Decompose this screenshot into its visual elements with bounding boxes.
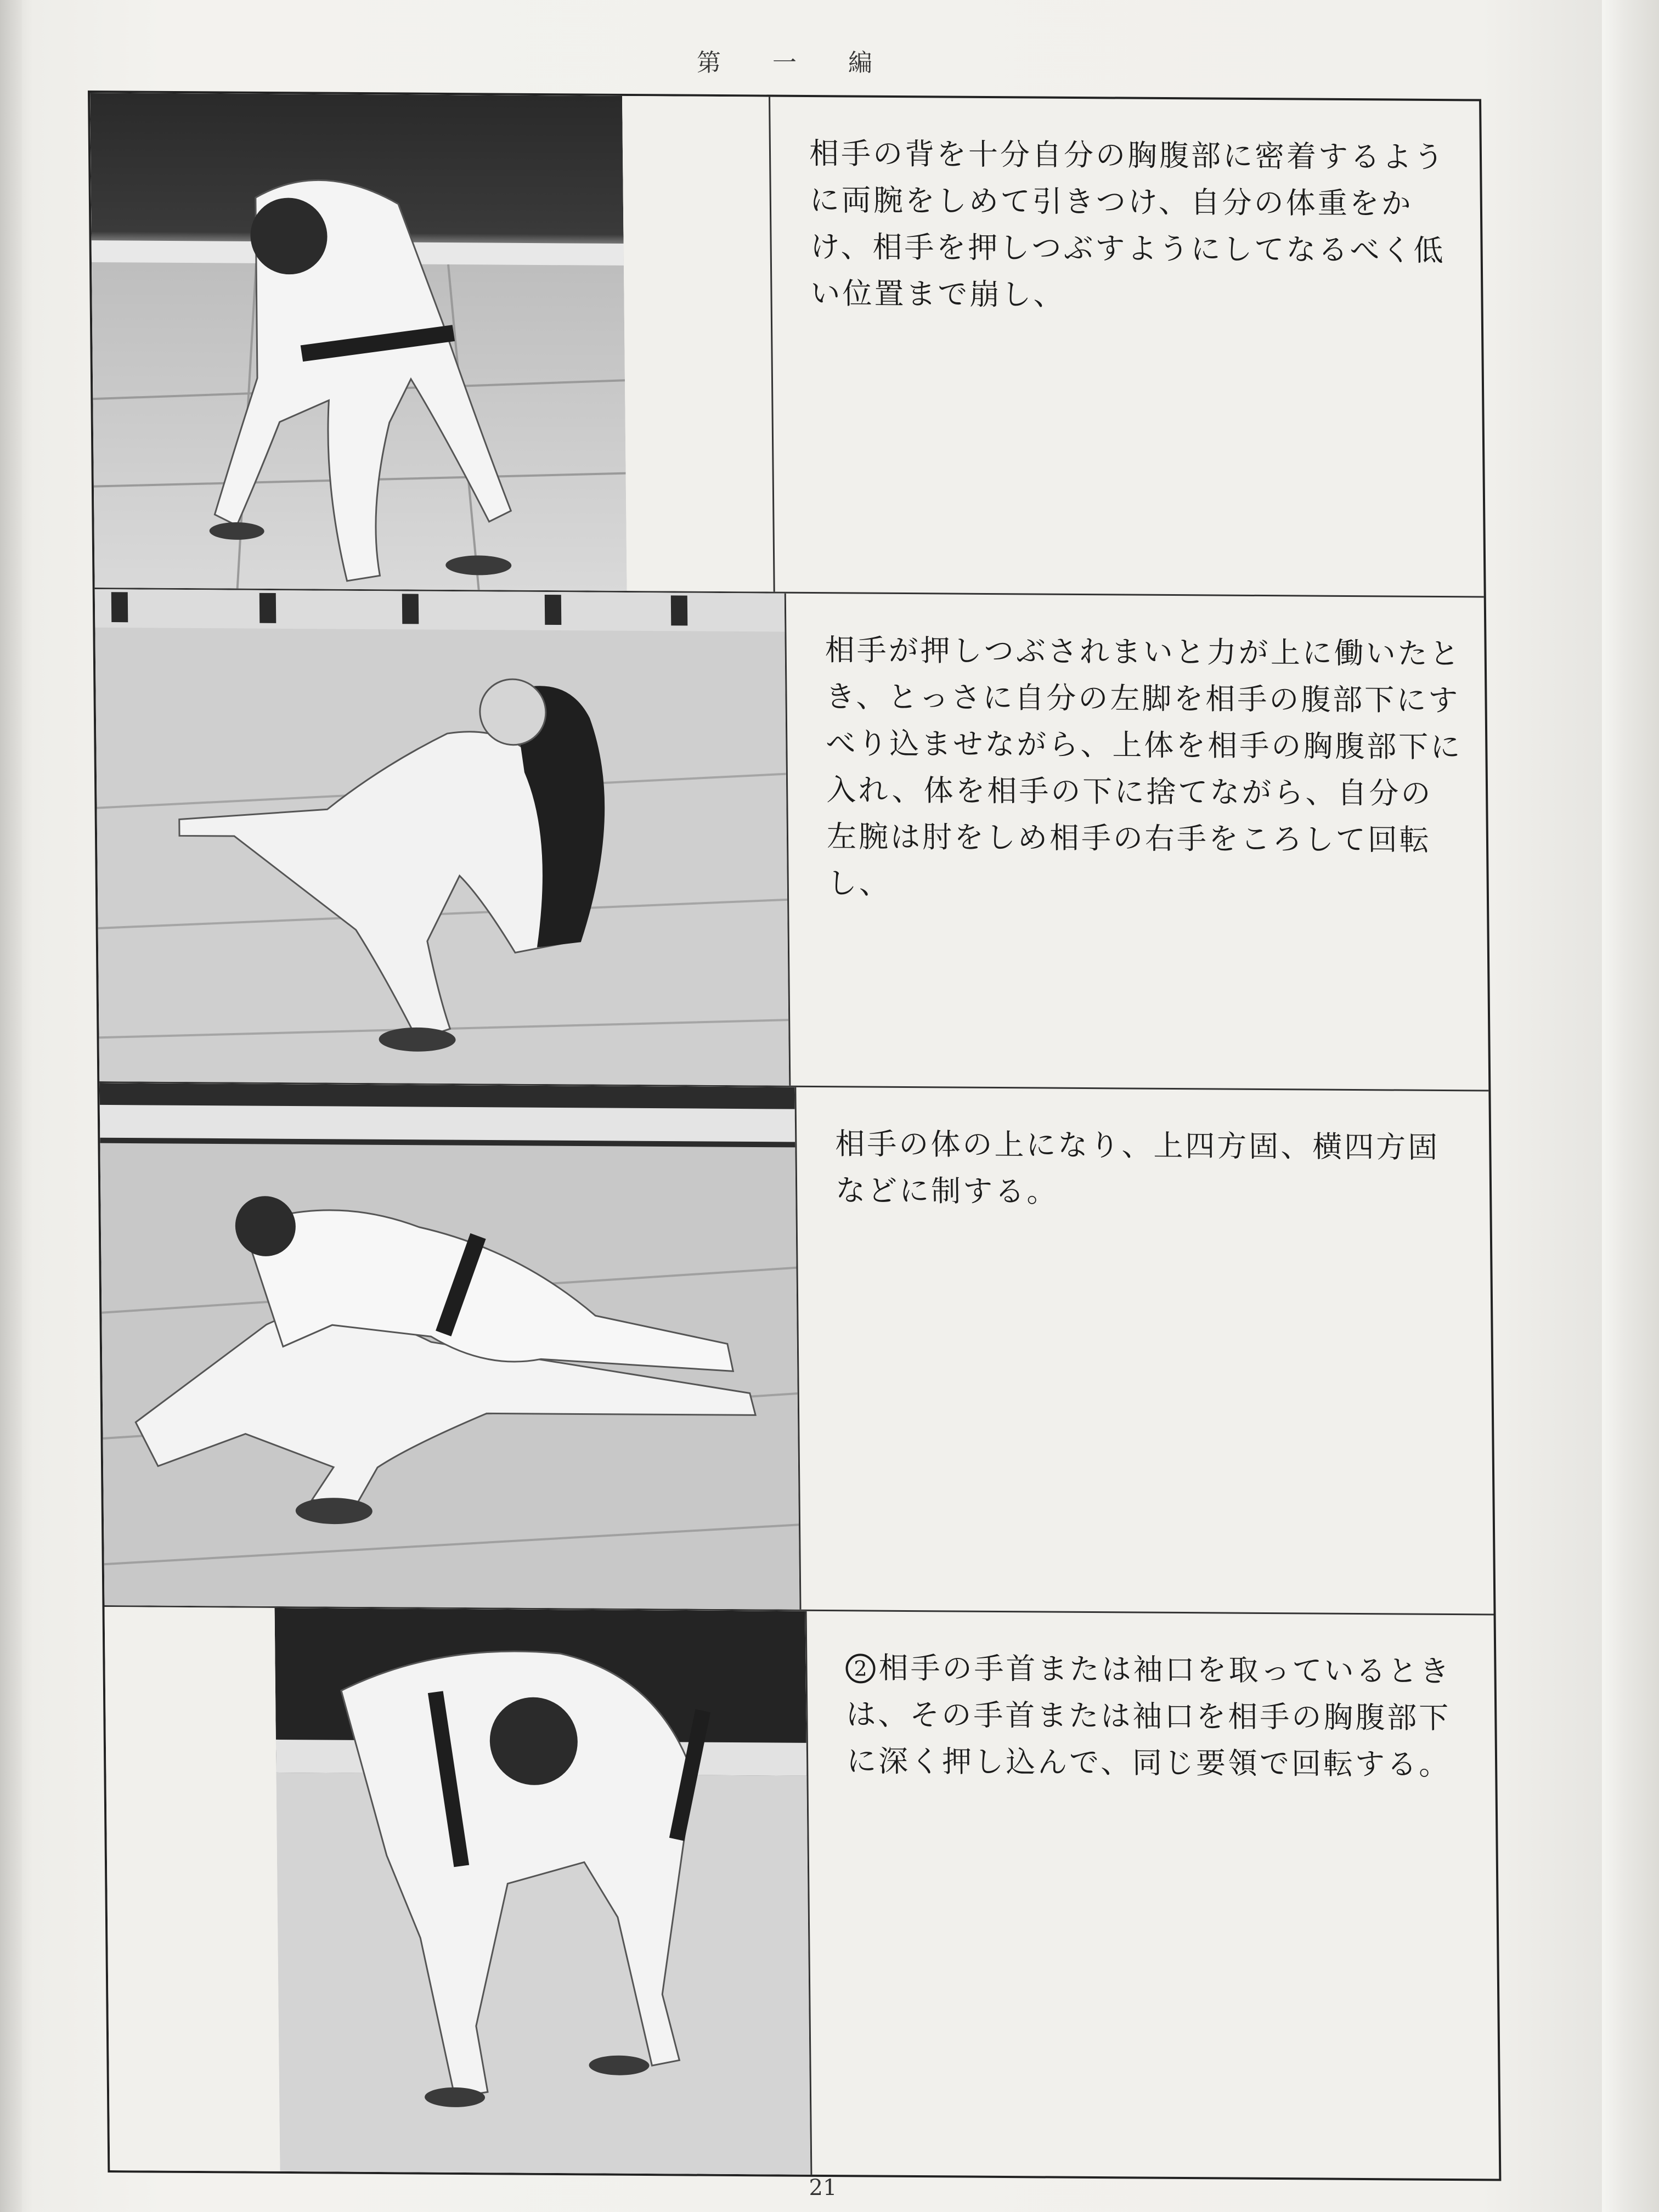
step-text-3: 相手の体の上になり、上四方固、横四方固などに制する。 (835, 1126, 1440, 1209)
photo-cell-1 (90, 93, 775, 592)
step-text-2: 相手が押しつぶされまいと力が上に働いたとき、とっさに自分の左脚を相手の腹部下にすべり込ませながら、上体を相手の胸腹部下に入れ、体を相手の下に捨てながら、自分の左腕は肘をしめ相手の右手をころして回転し、 (825, 633, 1463, 901)
circled-number-2: 2 (845, 1654, 876, 1683)
photo-cell-2 (95, 589, 791, 1086)
photo-step-1 (90, 93, 627, 591)
photo-cell-4 (105, 1607, 812, 2175)
step-row-2 (95, 589, 1489, 1091)
chapter-header: 第 一 編 (697, 49, 894, 77)
page-number: 21 (809, 2175, 837, 2200)
step-row-4 (105, 1607, 1499, 2179)
step-row-1 (90, 93, 1484, 597)
technique-table (88, 91, 1501, 2181)
photo-step-4 (275, 1608, 811, 2175)
adjacent-page-edge (1602, 0, 1659, 2212)
photo-step-2 (95, 589, 789, 1086)
step-text-4: 相手の手首または袖口を取っているときは、その手首または袖口を相手の胸腹部下に深く押し込んで、同じ要領で回転する。 (846, 1650, 1452, 1782)
step-text-4-block (807, 1611, 1499, 2179)
step-row-3 (99, 1083, 1493, 1615)
step-text-1: 相手の背を十分自分の胸腹部に密着するように両腕をしめて引きつけ、自分の体重をかけ、相手を押しつぶすようにしてなるべく低い位置まで崩し、 (809, 136, 1446, 312)
page-gutter (0, 0, 22, 2212)
photo-cell-3 (99, 1083, 801, 1610)
photo-step-3 (99, 1083, 799, 1610)
